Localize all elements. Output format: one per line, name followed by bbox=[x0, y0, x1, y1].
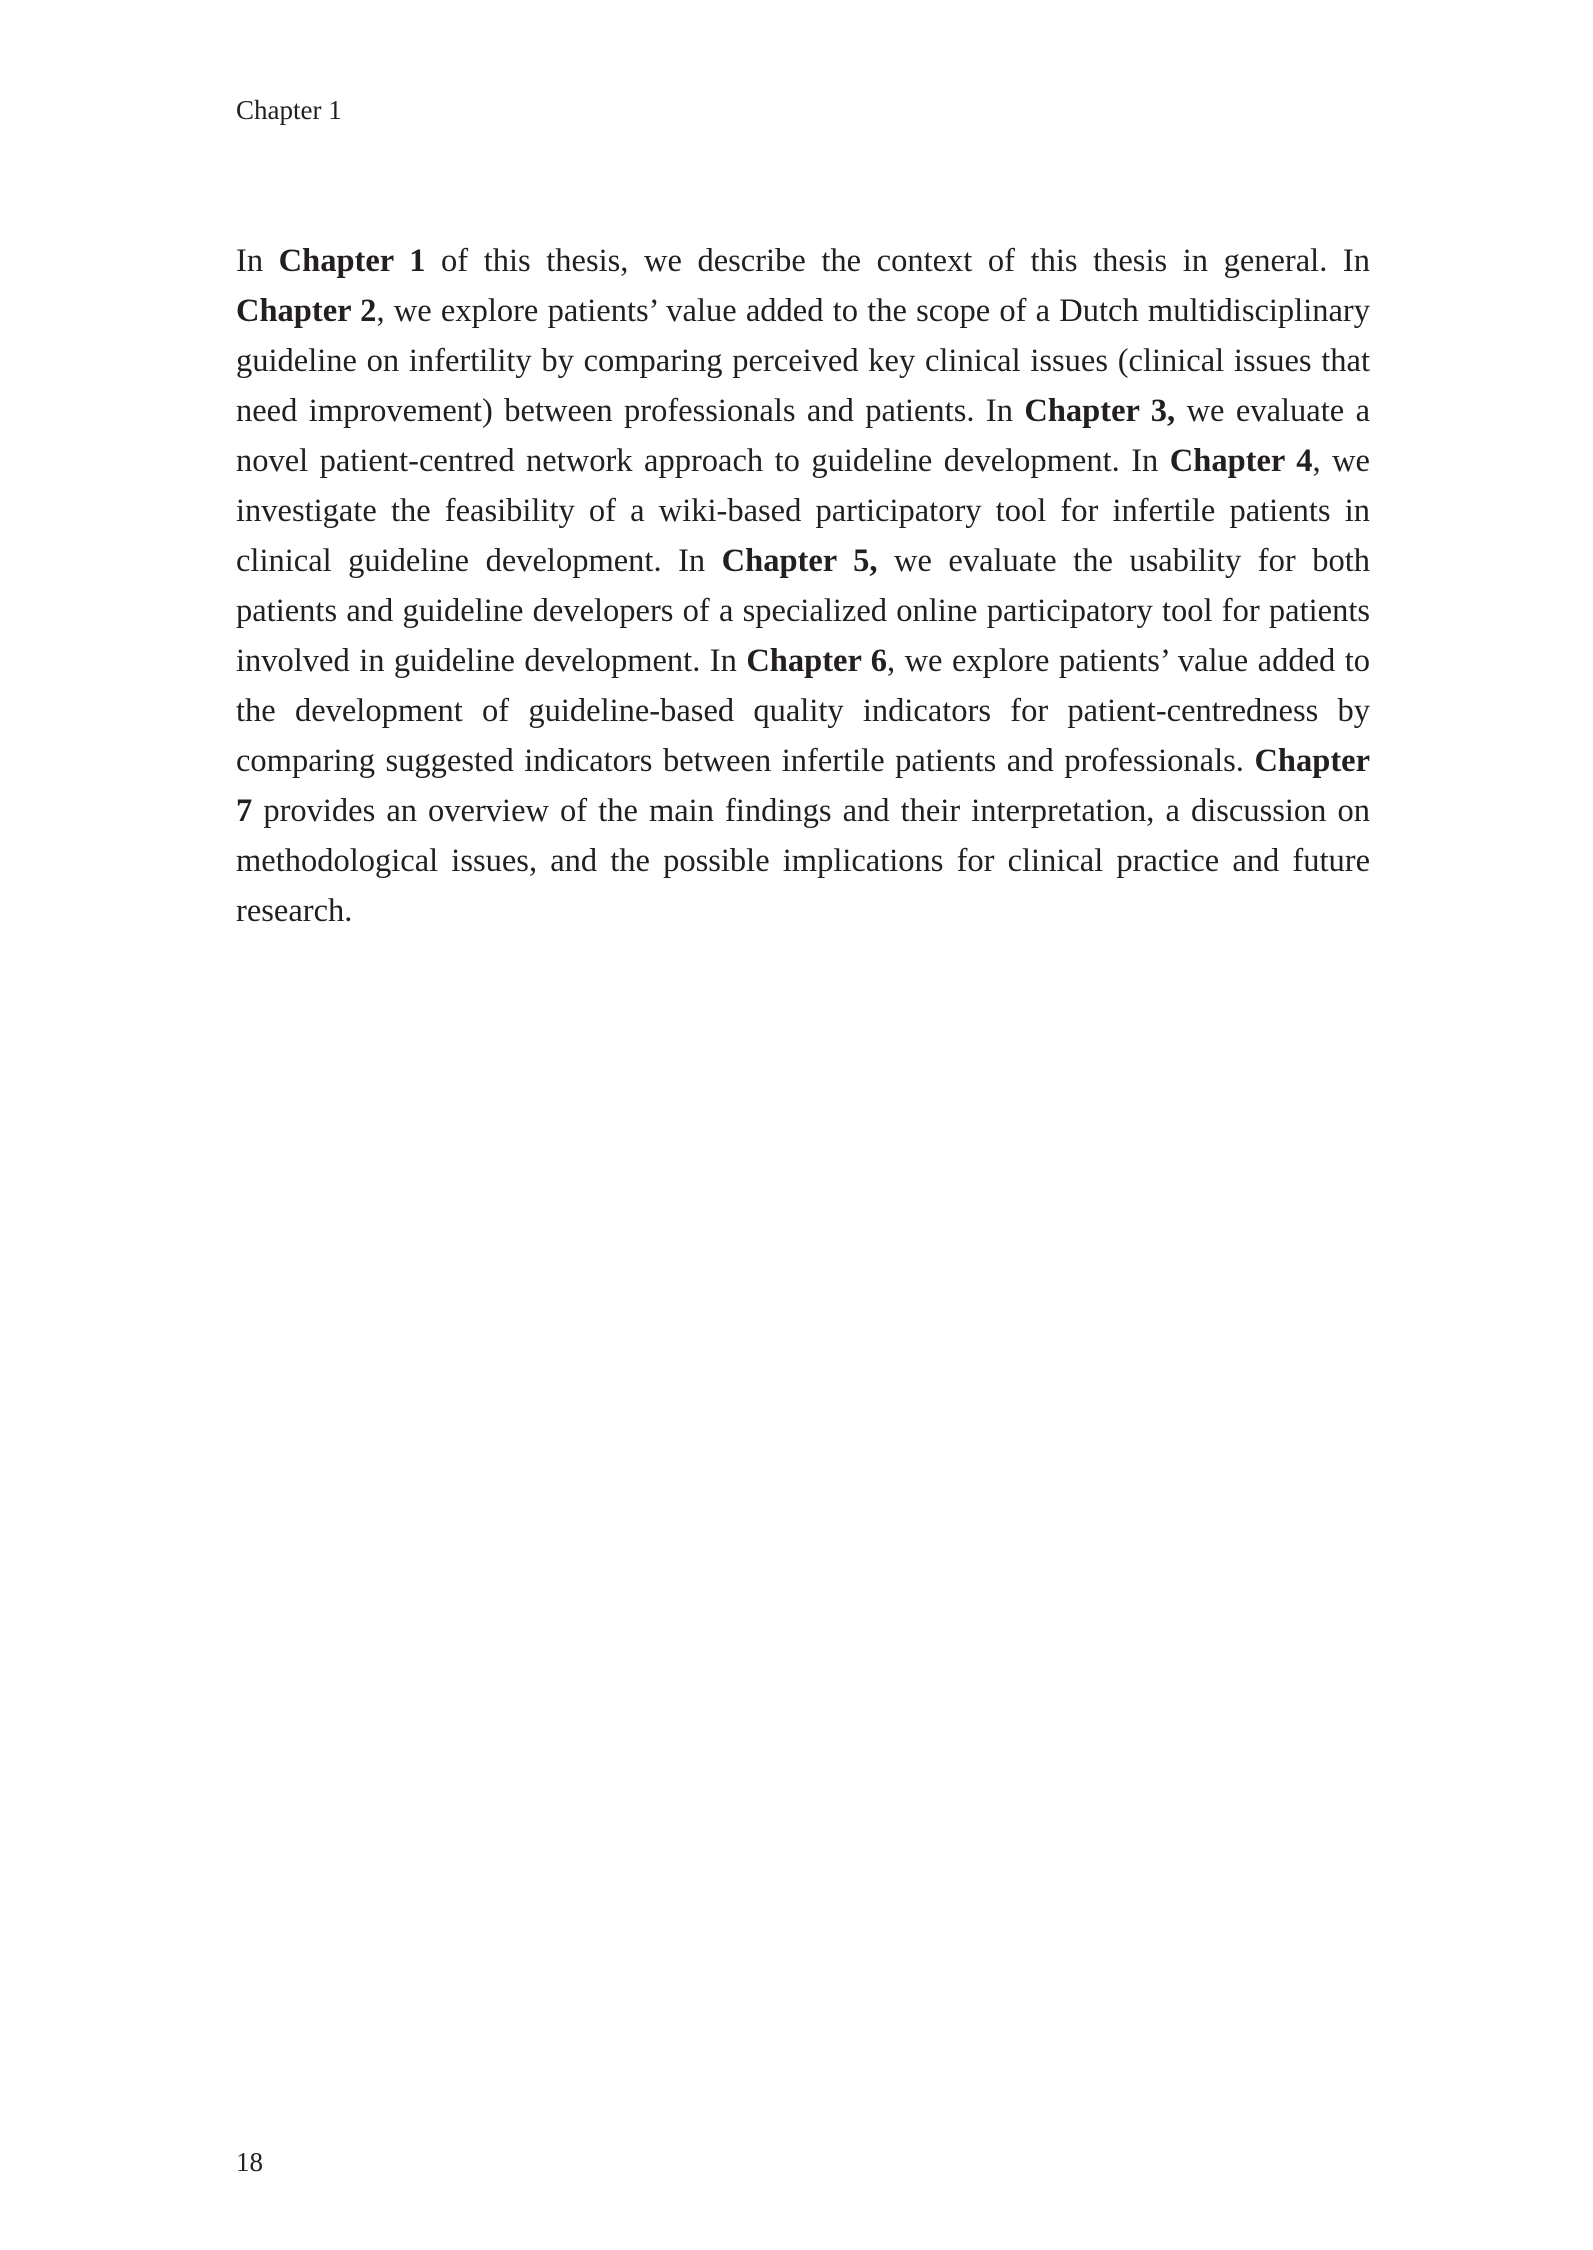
chapter-reference-bold: Chapter 4 bbox=[1169, 443, 1313, 479]
chapter-reference-bold: Chapter 2 bbox=[236, 293, 377, 329]
text-segment: we evaluate a novel patient-centred network approach to guideline development. In bbox=[236, 393, 1370, 479]
running-header: Chapter 1 bbox=[236, 95, 342, 125]
text-segment: provides an overview of the main findings and their interpretation, a discussion on methodological issues, and the possible implications for clinical practice and future research. bbox=[236, 793, 1370, 929]
chapter-reference-bold: Chapter 5, bbox=[721, 543, 878, 579]
text-segment: , we explore patients’ value added to the scope of a Dutch multidisciplinary guideline on infertility by comparing perceived key clinical issues (clinical issues that need improvement) between professionals and patients. In bbox=[236, 293, 1370, 429]
text-segment: In bbox=[236, 243, 279, 279]
chapter-reference-bold: Chapter 7 bbox=[236, 743, 1370, 829]
text-segment: of this thesis, we describe the context of this thesis in general. In bbox=[425, 243, 1370, 279]
body-paragraph bbox=[236, 236, 1370, 936]
text-segment: , we investigate the feasibility of a wiki-based participatory tool for infertile patients in clinical guideline development. In bbox=[236, 443, 1370, 579]
page-number: 18 bbox=[236, 2147, 263, 2177]
text-segment: we evaluate the usability for both patients and guideline developers of a specialized online participatory tool for patients involved in guideline development. In bbox=[236, 543, 1370, 679]
chapter-reference-bold: Chapter 1 bbox=[278, 243, 426, 279]
chapter-reference-bold: Chapter 3, bbox=[1024, 393, 1176, 429]
text-segment: , we explore patients’ value added to the development of guideline-based quality indicators for patient-centredness by comparing suggested indicators between infertile patients and professionals. bbox=[236, 643, 1370, 779]
chapter-reference-bold: Chapter 6 bbox=[746, 643, 887, 679]
